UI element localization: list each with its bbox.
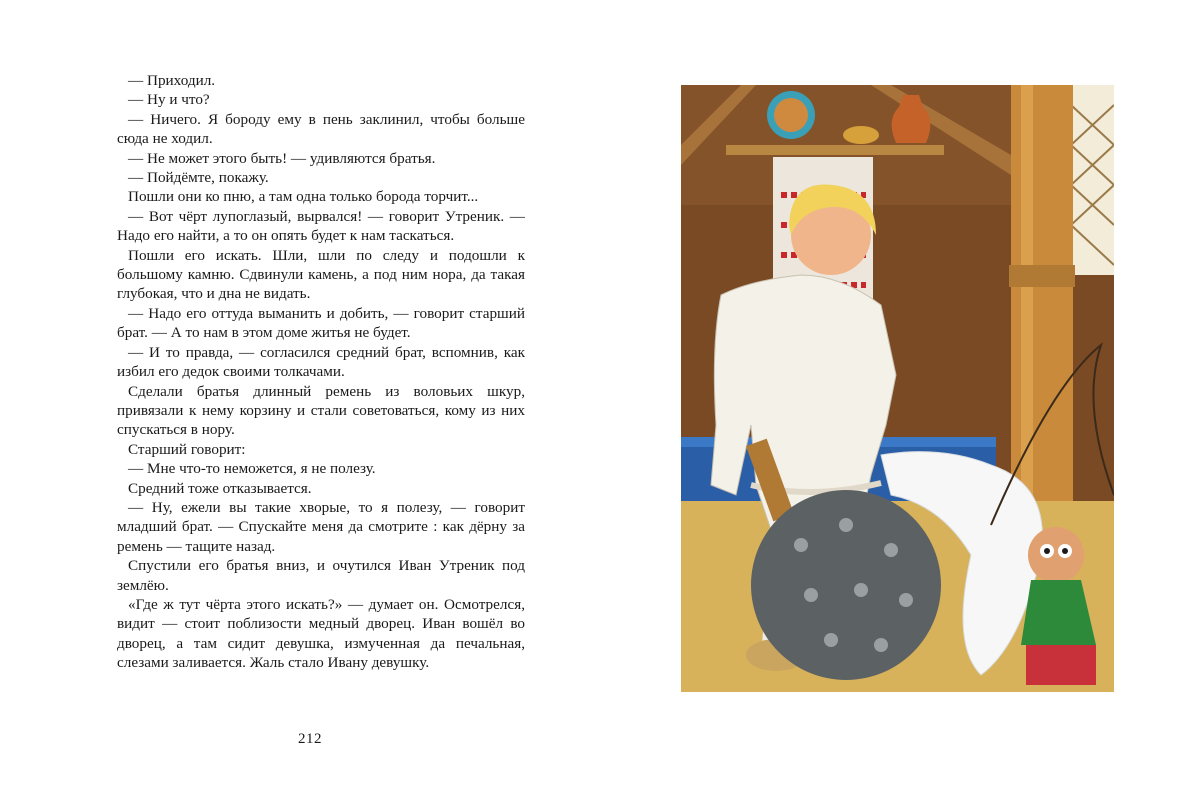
shelf (726, 145, 944, 155)
paragraph: Пошли они ко пню, а там одна только борода торчит... (128, 188, 479, 206)
paragraph: — Вот чёрт лупоглазый, вырвался! — говорит Утреник. — Надо его найти, а то он опять будет к нам таскаться. (117, 207, 525, 245)
page-number: 212 (298, 731, 322, 747)
bowl (843, 126, 879, 144)
devil-head (1028, 527, 1084, 583)
illustration (681, 85, 1114, 692)
paragraph: — Мне что-то неможется, я не полезу. (128, 460, 376, 478)
paragraph: — Пойдёмте, покажу. (128, 169, 269, 187)
paragraph: — И то правда, — согласился средний брат, вспомнив, как избил его дедок своими толкачами. (117, 343, 525, 381)
paragraph: Средний тоже отказывается. (128, 479, 312, 497)
paragraph: Сделали братья длинный ремень из воловьих шкур, привязали к нему корзину и стали советоваться, кому из них спускаться в нору. (117, 382, 525, 439)
paragraph: Спустили его братья вниз, и очутился Иван Утреник под землёю. (117, 557, 525, 594)
paragraph: Старший говорит: (128, 440, 246, 458)
paragraph: — Надо его оттуда выманить и добить, — говорит старший брат. — А то нам в этом доме житья не будет. (117, 304, 525, 342)
paragraph: — Не может этого быть! — удивляются братья. (128, 149, 436, 167)
wooden-pillar (1011, 85, 1073, 515)
paragraph: Пошли его искать. Шли, шли по следу и подошли к большому камню. Сдвинули камень, а под ним нора, да такая глубокая, что и дна не видать. (117, 246, 525, 303)
paragraph: «Где ж тут чёрта этого искать?» — думает он. Осмотрелся, видит — стоит поблизости медный дворец. Иван вошёл во дворец, а там сидит девушка, измученная да печальная, слезами заливается. Жаль стало Ивану девушку. (117, 595, 525, 672)
paragraph: — Ничего. Я бороду ему в пень заклинил, чтобы больше сюда не ходил. (117, 110, 525, 148)
paragraph: — Ну и что? (128, 91, 210, 109)
paragraph: — Приходил. (128, 72, 216, 89)
illustration-art (681, 85, 1114, 692)
story-text (117, 71, 525, 673)
paragraph: — Ну, ежели вы такие хворые, то я полезу, — говорит младший брат. — Спускайте меня да смотрите : как дёрну за ремень — тащите назад. (117, 498, 525, 555)
